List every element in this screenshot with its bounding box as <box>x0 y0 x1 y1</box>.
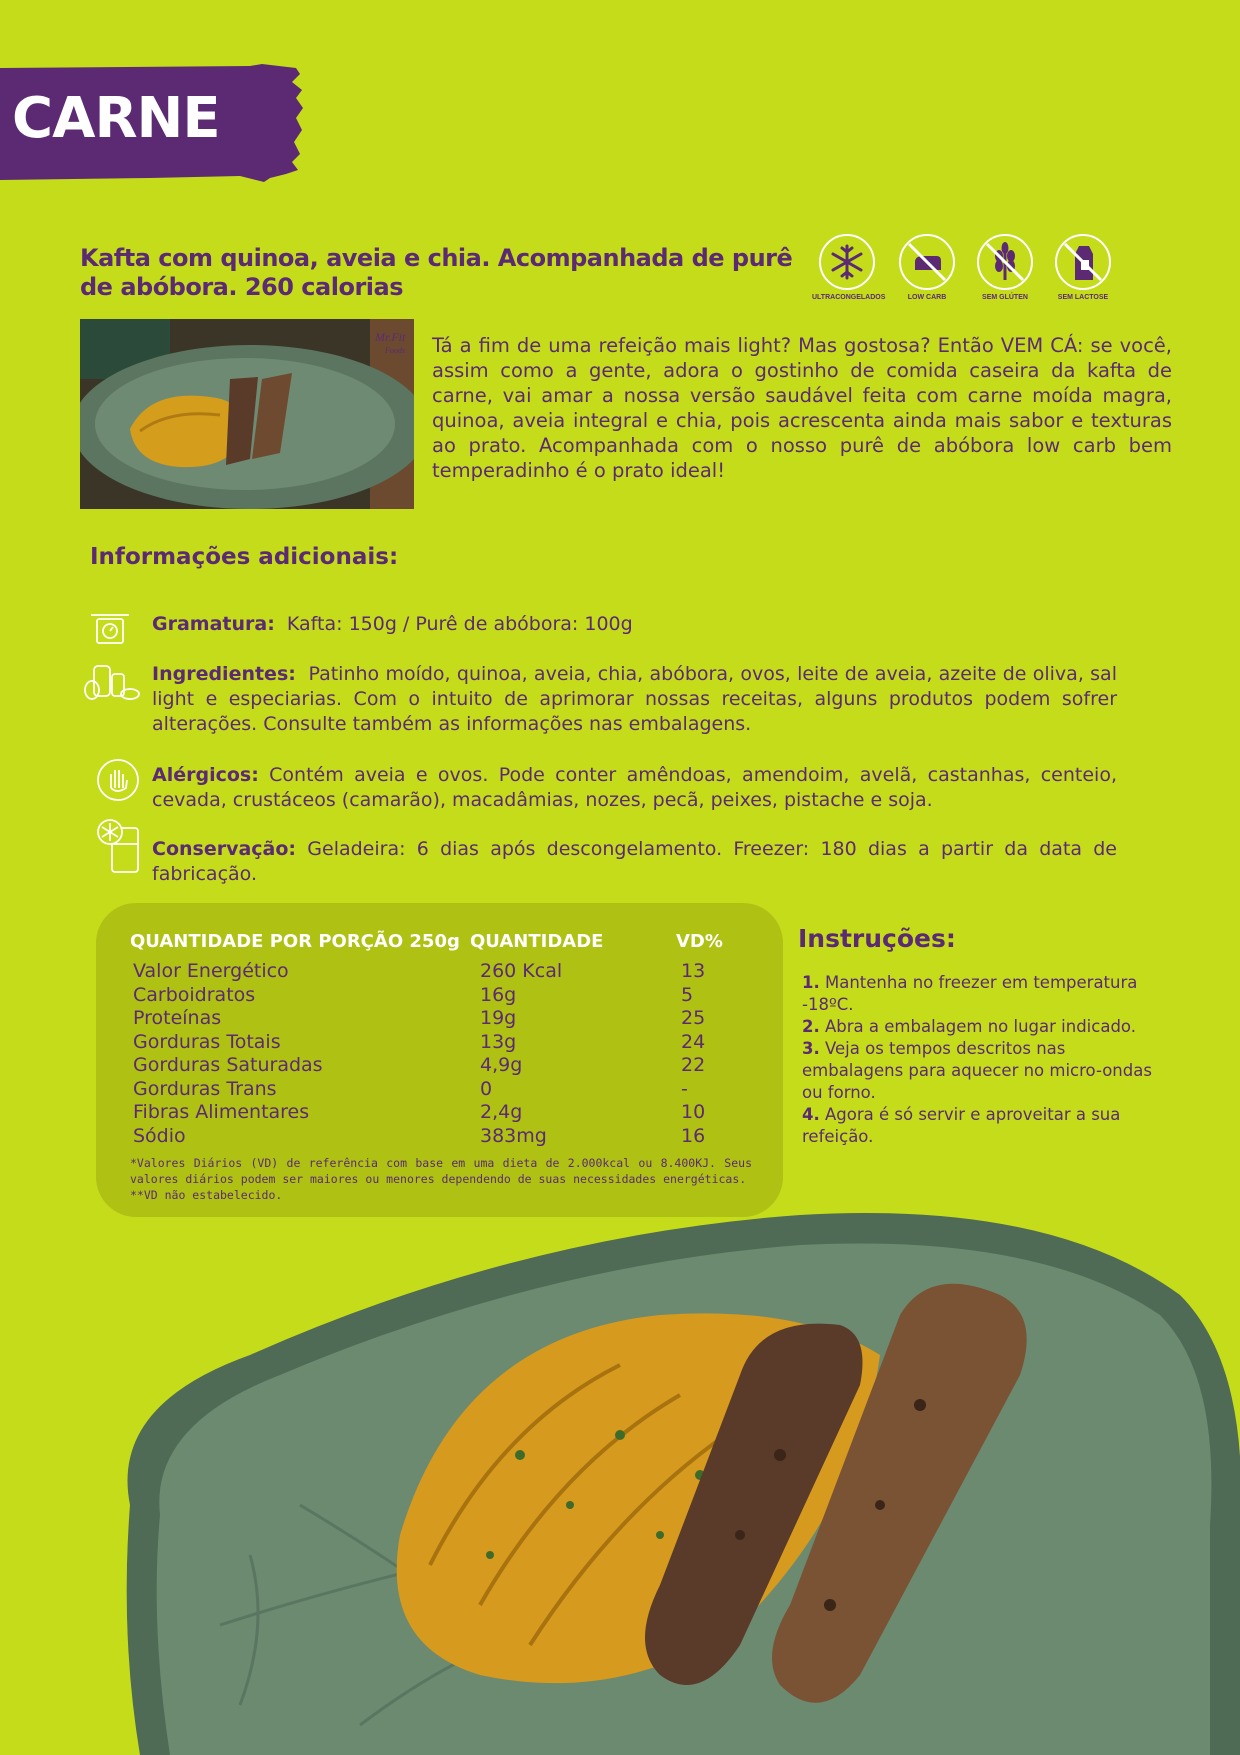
nutrition-row <box>133 1101 753 1125</box>
nutrition-footnote <box>130 1155 752 1203</box>
fridge-snowflake-icon <box>96 818 142 874</box>
gramatura-text: Kafta: 150g / Purê de abóbora: 100g <box>286 613 633 635</box>
nutrient-amount: 2,4g <box>480 1101 523 1123</box>
additional-info-heading: Informações adicionais: <box>90 544 399 570</box>
nutrition-note-vd: *Valores Diários (VD) de referência com base em uma dieta de 2.000kcal ou 8.400KJ. Seus valores diários podem ser maiores ou menores dependendo de suas necessidades energéticas. <box>130 1156 752 1186</box>
plate-photo-illustration <box>80 319 414 509</box>
scale-icon <box>89 611 131 645</box>
nutrient-amount: 13g <box>480 1030 517 1053</box>
badge-gluten-free <box>970 234 1040 301</box>
nutrition-row <box>133 960 753 984</box>
ingredientes-label: Ingredientes: <box>152 663 296 685</box>
nutrient-name: Gorduras Trans <box>133 1077 277 1100</box>
nutrient-amount: 4,9g <box>480 1054 523 1076</box>
nutrition-note-undefined: **VD não estabelecido. <box>130 1188 283 1202</box>
product-thumbnail <box>80 319 414 509</box>
badge-label: SEM LACTOSE <box>1057 294 1109 301</box>
nutrition-header-quantity: QUANTIDADE <box>470 931 604 952</box>
conservacao-label: Conservação: <box>152 838 297 860</box>
instructions-heading: Instruções: <box>798 924 956 953</box>
nutrient-vd: 25 <box>681 1007 706 1029</box>
nutrient-amount: 0 <box>480 1077 493 1100</box>
thumbnail-logo-text: Mr.Fit <box>375 330 406 344</box>
product-photo <box>100 1205 1240 1755</box>
info-alergicos <box>152 763 1117 813</box>
nutrient-vd: 13 <box>681 960 706 982</box>
nutrition-header-portion: QUANTIDADE POR PORÇÃO 250g <box>130 931 460 952</box>
info-ingredientes <box>152 662 1117 737</box>
badge-low-carb <box>892 234 962 301</box>
nutrition-row <box>133 1125 753 1149</box>
nutrient-name: Fibras Alimentares <box>133 1101 310 1123</box>
ingredients-jars-icon <box>84 664 140 702</box>
nutrient-amount: 19g <box>480 1007 517 1029</box>
allergy-hand-icon <box>96 758 140 802</box>
svg-text:Foods: Foods <box>385 346 405 355</box>
nutrition-row <box>133 984 753 1008</box>
nutrient-amount: 16g <box>480 983 517 1006</box>
no-wheat-icon <box>977 234 1033 290</box>
nutrition-row <box>133 1054 753 1078</box>
nutrient-name: Carboidratos <box>133 983 256 1006</box>
alergicos-label: Alérgicos: <box>152 764 259 786</box>
conservacao-text: Geladeira: 6 dias após descongelamento. Freezer: 180 dias a partir da data de fabricação. <box>152 838 1117 885</box>
info-gramatura <box>152 612 1117 637</box>
badge-label: SEM GLÚTEN <box>982 294 1028 301</box>
gramatura-label: Gramatura: <box>152 613 275 635</box>
nutrient-vd: 5 <box>681 983 694 1006</box>
nutrient-amount: 383mg <box>480 1124 547 1147</box>
snowflake-icon <box>819 234 875 290</box>
instruction-step: 4. Agora é só servir e aproveitar a sua refeição. <box>802 1105 1121 1146</box>
instruction-step: 1. Mantenha no freezer em temperatura -18ºC. <box>802 973 1138 1014</box>
product-title: Kafta com quinoa, aveia e chia. Acompanhada de purê de abóbora. 260 calorias <box>80 244 793 301</box>
alergicos-text: Contém aveia e ovos. Pode conter amêndoas, amendoim, avelã, castanhas, centeio, cevada, crustáceos (camarão), macadâmias, nozes, pecã, peixes, pistache e soja. <box>152 764 1117 811</box>
instructions-list <box>802 972 1152 1148</box>
nutrient-amount: 260 Kcal <box>480 960 563 982</box>
nutrient-name: Proteínas <box>133 1007 222 1029</box>
nutrient-name: Valor Energético <box>133 960 289 982</box>
ingredientes-text: Patinho moído, quinoa, aveia, chia, abóbora, ovos, leite de aveia, azeite de oliva, sal light e especiarias. Com o intuito de aprimorar nossas receitas, alguns produtos podem sofrer alterações. Consulte também as informações nas embalagens. <box>152 663 1117 735</box>
nutrient-name: Gorduras Saturadas <box>133 1054 323 1076</box>
nutrition-row <box>133 1007 753 1031</box>
nutrition-row <box>133 1078 753 1102</box>
nutrient-vd: 16 <box>681 1124 706 1147</box>
badge-label: LOW CARB <box>907 294 947 301</box>
instruction-step: 2. Abra a embalagem no lugar indicado. <box>802 1017 1136 1036</box>
nutrition-header-vd: VD% <box>676 931 723 952</box>
no-milk-icon <box>1055 234 1111 290</box>
nutrient-vd: - <box>681 1077 688 1100</box>
category-title: CARNE <box>12 86 220 151</box>
feature-badges <box>812 234 1122 304</box>
nutrition-row <box>133 1031 753 1055</box>
badge-lactose-free <box>1048 234 1118 301</box>
nutrient-vd: 10 <box>681 1101 706 1123</box>
instruction-step: 3. Veja os tempos descritos nas embalagens para aquecer no micro-ondas ou forno. <box>802 1039 1152 1102</box>
category-banner <box>0 64 304 182</box>
nutrient-vd: 24 <box>681 1030 706 1053</box>
nutrient-name: Gorduras Totais <box>133 1030 281 1053</box>
badge-frozen <box>812 234 886 301</box>
nutrient-name: Sódio <box>133 1124 186 1147</box>
no-bread-icon <box>899 234 955 290</box>
plate-illustration <box>100 1205 1240 1755</box>
info-conservacao <box>152 837 1117 887</box>
nutrient-vd: 22 <box>681 1054 706 1076</box>
product-description: Tá a fim de uma refeição mais light? Mas gostosa? Então VEM CÁ: se você, assim como a gente, adora o gostinho de comida caseira da kafta de carne, vai amar a nossa versão saudável feita com carne moída magra, quinoa, aveia integral e chia, pois acrescenta ainda mais sabor e texturas ao prato. Acompanhada com o nosso purê de abóbora low carb bem temperadinho é o prato ideal! <box>432 334 1172 482</box>
badge-label: ULTRACONGELADOS <box>812 294 886 301</box>
